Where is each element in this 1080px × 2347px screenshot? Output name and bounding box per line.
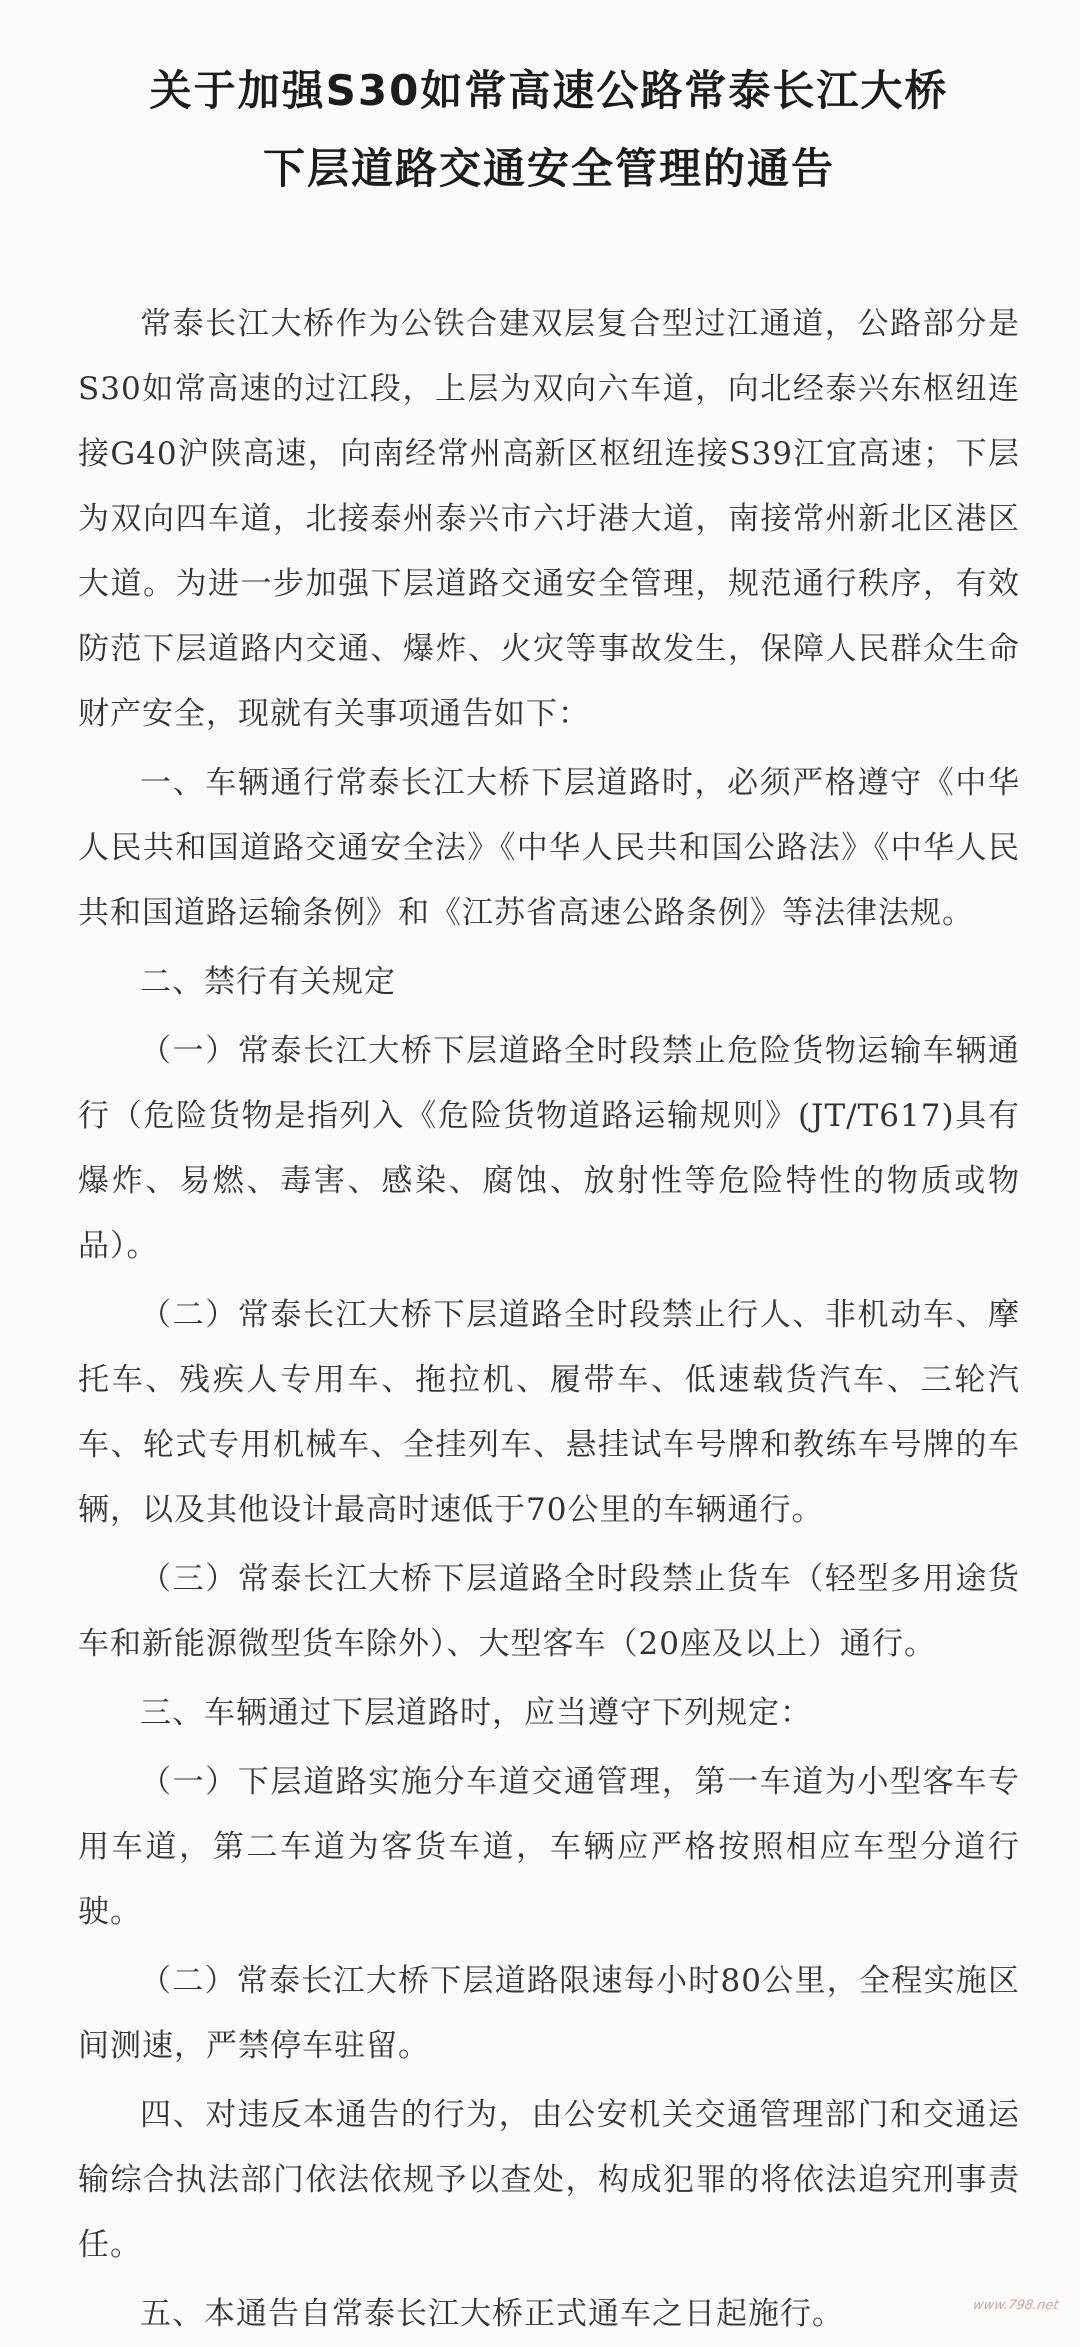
notice-title xyxy=(78,52,1020,208)
paragraph-section-2-item-2: （二）常泰长江大桥下层道路全时段禁止行人、非机动车、摩托车、残疾人专用车、拖拉机、履带车、低速载货汽车、三轮汽车、轮式专用机械车、全挂列车、悬挂试车号牌和教练车号牌的车辆，以及其他设计最高时速低于70公里的车辆通行。 xyxy=(78,1297,1020,1528)
paragraph-section-1: 一、车辆通行常泰长江大桥下层道路时，必须严格遵守《中华人民共和国道路交通安全法》《中华人民共和国公路法》《中华人民共和国道路运输条例》和《江苏省高速公路条例》等法律法规。 xyxy=(78,765,1020,931)
paragraph-intro: 常泰长江大桥作为公铁合建双层复合型过江通道，公路部分是S30如常高速的过江段，上层为双向六车道，向北经泰兴东枢纽连接G40沪陕高速，向南经常州高新区枢纽连接S39江宜高速；下层为双向四车道，北接泰州泰兴市六圩港大道，南接常州新北区港区大道。为进一步加强下层道路交通安全管理，规范通行秩序，有效防范下层道路内交通、爆炸、火灾等事故发生，保障人民群众生命财产安全，现就有关事项通告如下： xyxy=(78,306,1020,732)
notice-body xyxy=(78,292,1020,2347)
title-line-2: 下层道路交通安全管理的通告 xyxy=(262,144,835,193)
paragraph-section-2-item-3: （三）常泰长江大桥下层道路全时段禁止货车（轻型多用途货车和新能源微型货车除外）、大型客车（20座及以上）通行。 xyxy=(78,1561,1020,1662)
paragraph-section-2-item-1: （一）常泰长江大桥下层道路全时段禁止危险货物运输车辆通行（危险货物是指列入《危险货物道路运输规则》(JT/T617)具有爆炸、易燃、毒害、感染、腐蚀、放射性等危险特性的物质或物品）。 xyxy=(78,1033,1020,1264)
site-watermark: www.798.net xyxy=(971,2298,1060,2313)
paragraph-section-3-item-1: （一）下层道路实施分车道交通管理，第一车道为小型客车专用车道，第二车道为客货车道，车辆应严格按照相应车型分道行驶。 xyxy=(78,1764,1020,1930)
title-line-1: 关于加强S30如常高速公路常泰长江大桥 xyxy=(149,66,949,115)
paragraph-section-5: 五、本通告自常泰长江大桥正式通车之日起施行。 xyxy=(140,2296,844,2332)
paragraph-section-2-heading: 二、禁行有关规定 xyxy=(140,964,396,1000)
paragraph-section-3-heading: 三、车辆通过下层道路时，应当遵守下列规定： xyxy=(140,1695,812,1731)
paragraph-section-4: 四、对违反本通告的行为，由公安机关交通管理部门和交通运输综合执法部门依法依规予以查处，构成犯罪的将依法追究刑事责任。 xyxy=(78,2097,1020,2263)
paragraph-section-3-item-2: （二）常泰长江大桥下层道路限速每小时80公里，全程实施区间测速，严禁停车驻留。 xyxy=(78,1963,1020,2064)
